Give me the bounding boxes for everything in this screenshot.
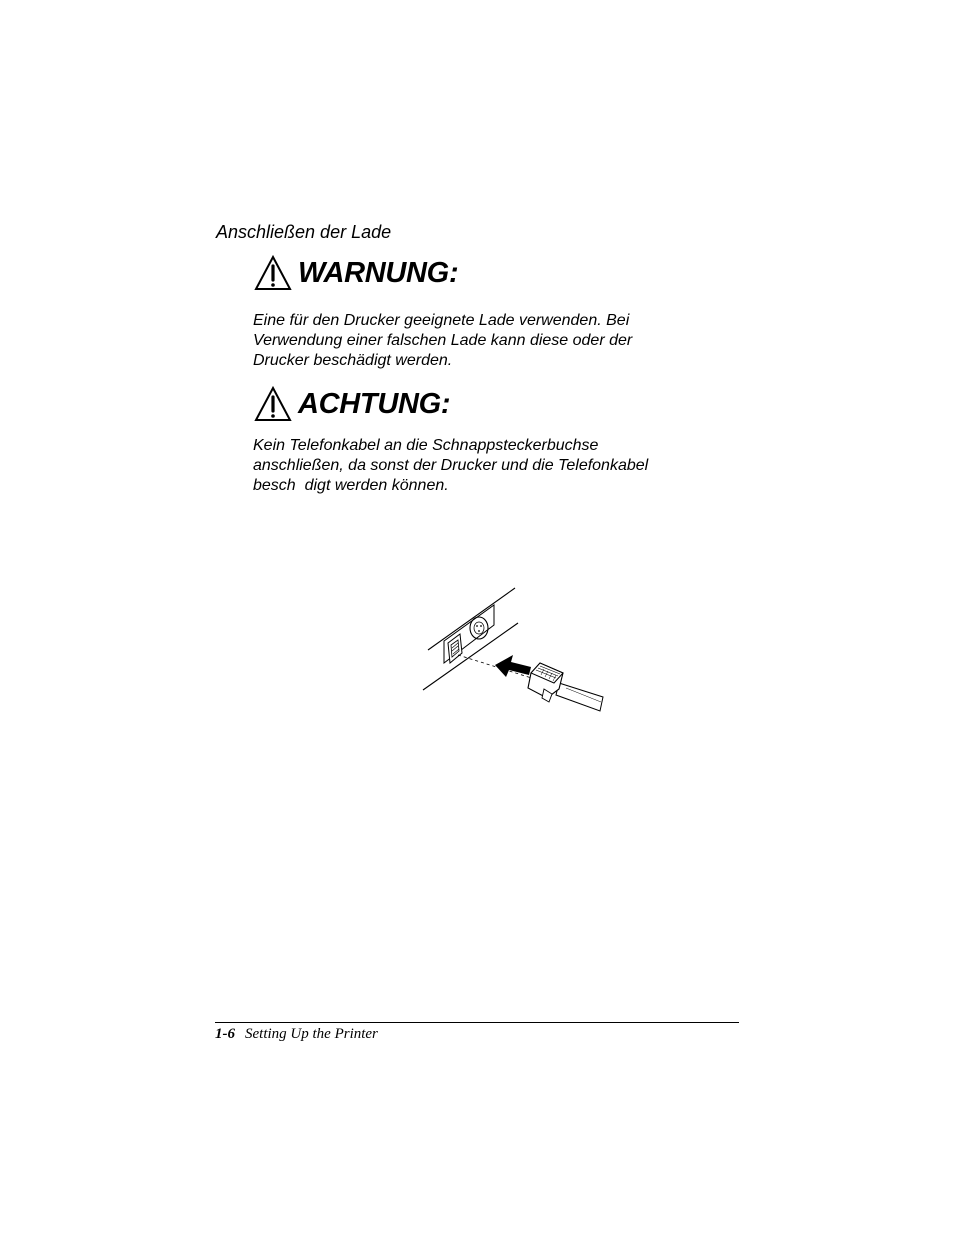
warning-triangle-icon [254, 255, 292, 291]
warning-line: Drucker beschädigt werden. [253, 352, 453, 369]
caution-line: anschließen, da sonst der Drucker und die Telefonkabel [253, 457, 649, 474]
warning-line: Verwendung einer falschen Lade kann diese oder der [253, 332, 633, 349]
warning-title [254, 255, 458, 291]
section-heading: Anschließen der Lade [216, 222, 392, 242]
warning-triangle-icon [254, 386, 292, 422]
caution-text [253, 436, 723, 496]
warning-text [253, 311, 723, 371]
caution-label: ACHTUNG: [298, 387, 451, 420]
caution-line: Kein Telefonkabel an die Schnappsteckerbuchse [253, 437, 599, 454]
chapter-title: Setting Up the Printer [245, 1026, 378, 1042]
drawer-connector-illustration [418, 585, 610, 715]
warning-line: Eine für den Drucker geeignete Lade verwenden. Bei [253, 312, 630, 329]
warning-label: WARNUNG: [298, 256, 459, 289]
footer-rule [215, 1022, 739, 1023]
caution-title [254, 386, 450, 422]
page-footer [215, 1026, 378, 1043]
page-number: 1-6 [215, 1026, 235, 1042]
caution-line: besch digt werden können. [253, 477, 449, 494]
